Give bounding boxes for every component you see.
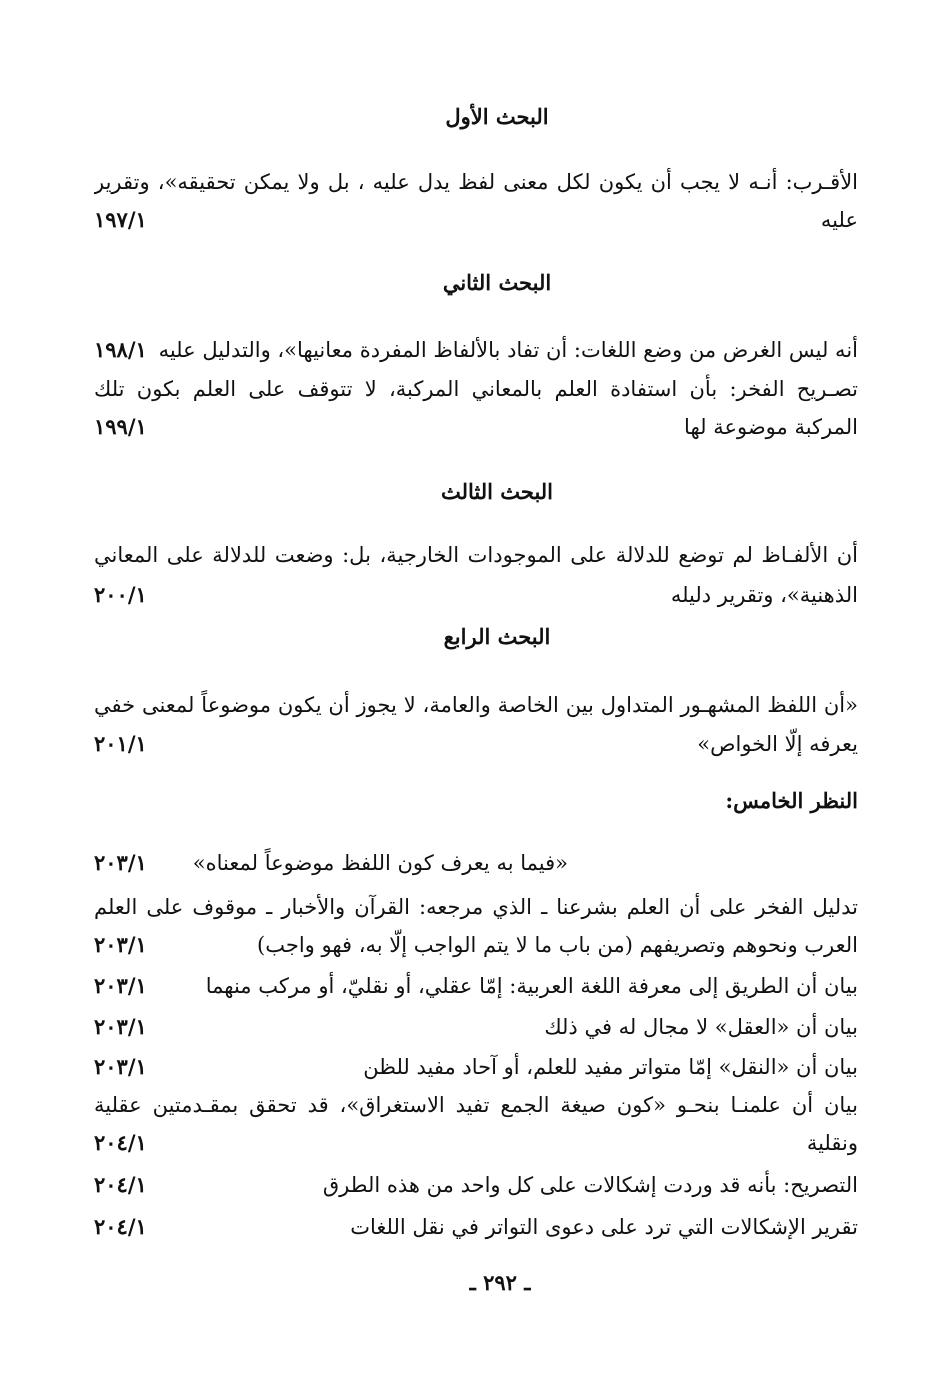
page-reference: ٢٠٣/١ — [94, 932, 147, 957]
entry-text: تدليل الفخر على أن العلم بشرعنا ـ الذي مرجعه: القرآن والأخبار ـ موقوف على العلم — [94, 895, 858, 919]
entry-line — [94, 538, 858, 572]
entry-text: يعرفه إلّا الخواص» — [697, 732, 858, 756]
entry-text: الذهنية»، وتقرير دليله — [670, 583, 858, 607]
entry-text: التصريح: بأنه قد وردت إشكالات على كل واحد من هذه الطرق — [322, 1173, 858, 1197]
entry-line — [94, 1126, 858, 1160]
entry-line — [94, 1210, 858, 1244]
entry-text: بيان أن الطريق إلى معرفة اللغة العربية: إمّا عقلي، أو نقليّ، أو مركب منهما — [205, 974, 858, 998]
entry-text: تصـريح الفخر: بأن استفادة العلم بالمعاني المركبة، لا تتوقف على العلم بكون تلك — [94, 377, 858, 401]
entry-line — [94, 688, 858, 722]
section-heading-1: البحث الأول — [445, 104, 549, 129]
entry-line — [94, 333, 858, 367]
page-reference: ٢٠٣/١ — [94, 1054, 147, 1079]
entry-line — [94, 727, 858, 761]
entry-line — [94, 1050, 858, 1084]
entry-text: «أن اللفظ المشهـور المتداول بين الخاصة والعامة، لا يجوز أن يكون موضوعاً لمعنى خفي — [94, 693, 858, 717]
page-reference: ١٩٨/١ — [94, 337, 147, 362]
entry-line — [94, 890, 858, 924]
entry-line — [94, 578, 858, 612]
entry-line — [94, 846, 858, 880]
page-reference: ٢٠٣/١ — [94, 973, 147, 998]
entry-line — [94, 928, 858, 962]
section-heading-3: البحث الثالث — [440, 479, 554, 504]
page-reference: ١٩٩/١ — [94, 414, 147, 439]
page-number: ـ ٢٩٢ ـ — [469, 1270, 531, 1295]
page-reference: ٢٠٣/١ — [94, 850, 147, 875]
entry-text: بيان أن «العقل» لا مجال له في ذلك — [544, 1015, 858, 1039]
section-heading-4: البحث الرابع — [443, 624, 551, 649]
page-reference: ٢٠٠/١ — [94, 582, 147, 607]
fifth-section-title: النظر الخامس: — [725, 788, 858, 813]
entry-line — [94, 410, 858, 444]
page-reference: ١٩٧/١ — [94, 207, 147, 232]
entry-text: أن الألفـاظ لم توضع للدلالة على الموجودات الخارجية، بل: وضعت للدلالة على المعاني — [94, 543, 858, 567]
page-reference: ٢٠٤/١ — [94, 1130, 147, 1155]
entry-text: بيان أن علمنـا بنحـو «كون صيغة الجمع تفيد الاستغراق»، قد تحقق بمقـدمتين عقلية — [94, 1093, 858, 1117]
entry-text: بيان أن «النقل» إمّا متواتر مفيد للعلم، أو آحاد مفيد للظن — [363, 1055, 858, 1079]
page-reference: ٢٠٤/١ — [94, 1214, 147, 1239]
page-reference: ٢٠٤/١ — [94, 1172, 147, 1197]
entry-line — [94, 1010, 858, 1044]
entry-text: الأقـرب: أنـه لا يجب أن يكون لكل معنى لفظ يدل عليه ، بل ولا يمكن تحقيقه»، وتقرير — [94, 170, 858, 194]
section-heading-2: البحث الثاني — [442, 270, 552, 295]
entry-line — [94, 1168, 858, 1202]
entry-line — [94, 1088, 858, 1122]
entry-text: العرب ونحوهم وتصريفهم (من باب ما لا يتم الواجب إلّا به، فهو واجب) — [257, 933, 858, 957]
entry-text: ونقلية — [806, 1131, 858, 1155]
entry-line — [94, 372, 858, 406]
entry-text: «فيما به يعرف كون اللفظ موضوعاً لمعناه» — [192, 851, 568, 875]
entry-line — [94, 165, 858, 199]
entry-line — [94, 203, 858, 237]
page-reference: ٢٠١/١ — [94, 731, 147, 756]
entry-text: أنه ليس الغرض من وضع اللغات: أن تفاد بالألفاظ المفردة معانيها»، والتدليل عليه — [158, 338, 858, 362]
entry-text: عليه — [820, 208, 858, 232]
entry-text: المركبة موضوعة لها — [684, 415, 858, 439]
page-reference: ٢٠٣/١ — [94, 1014, 147, 1039]
entry-line — [94, 969, 858, 1003]
entry-text: تقرير الإشكالات التي ترد على دعوى التواتر في نقل اللغات — [350, 1215, 858, 1239]
